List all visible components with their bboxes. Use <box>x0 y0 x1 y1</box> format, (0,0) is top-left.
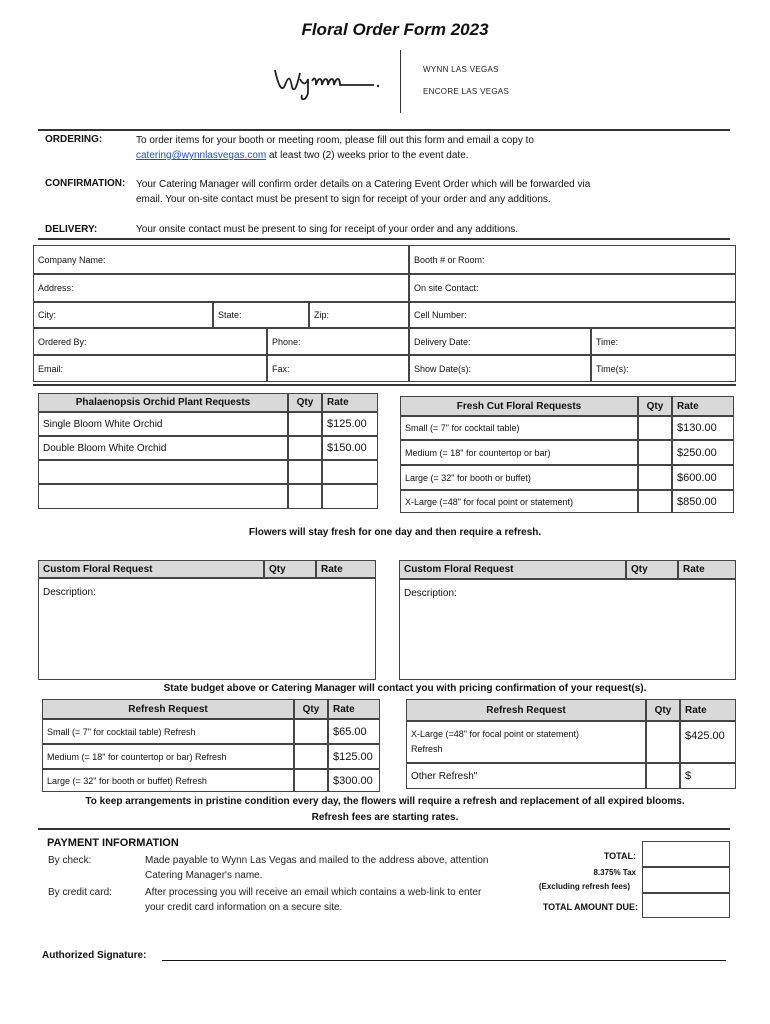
refresh-left-qty: Qty <box>294 699 328 719</box>
card-line-2: your credit card information on a secure site. <box>145 902 343 913</box>
refresh-left-rate: Rate <box>328 699 380 719</box>
orchid-row-qty-input[interactable] <box>288 460 322 484</box>
ordering-label: ORDERING: <box>45 134 103 145</box>
delivery-rule <box>38 238 730 240</box>
logo-line-encore: ENCORE LAS VEGAS <box>423 87 510 96</box>
times-field[interactable]: Time(s): <box>591 355 736 382</box>
check-line-1: Made payable to Wynn Las Vegas and mailed to the address above, attention <box>145 855 489 866</box>
company-name-field[interactable]: Company Name: <box>33 245 409 274</box>
refresh-other-rate: $ <box>680 763 736 789</box>
orchid-row-qty-input[interactable] <box>288 436 322 460</box>
tax-input[interactable] <box>642 867 730 893</box>
refresh-row-rate: $300.00 <box>328 769 380 792</box>
fresh-row-rate: $130.00 <box>672 416 734 440</box>
orchid-empty-rate <box>322 460 378 484</box>
address-field[interactable]: Address: <box>33 274 409 302</box>
refresh-right-header: Refresh Request <box>406 699 646 721</box>
wynn-signature-logo <box>270 55 385 105</box>
orchid-empty-rate <box>322 484 378 509</box>
orchid-table-header: Phalaenopsis Orchid Plant Requests <box>38 393 288 412</box>
budget-note: State budget above or Catering Manager will contact you with pricing confirmation of your request(s). <box>163 683 647 694</box>
top-rule <box>38 129 730 131</box>
by-card-text <box>145 885 515 915</box>
catering-email-link[interactable]: catering@wynnlasvegas.com <box>136 150 267 161</box>
refresh-row-qty-input[interactable] <box>646 763 680 789</box>
total-input[interactable] <box>642 841 730 867</box>
tax-note: (Excluding refresh fees) <box>538 882 630 891</box>
orchid-rate-header: Rate <box>322 393 378 412</box>
confirmation-line-1: Your Catering Manager will confirm order details on a Catering Event Order which will be forwarded via <box>136 179 591 190</box>
total-label: TOTAL: <box>603 851 636 861</box>
fresh-note: Flowers will stay fresh for one day and then require a refresh. <box>248 527 542 538</box>
booth-room-field[interactable]: Booth # or Room: <box>409 245 736 274</box>
fresh-qty-header: Qty <box>638 396 672 416</box>
refresh-other-item: Other Refresh" <box>406 763 646 789</box>
custom-left-description[interactable]: Description: <box>38 578 376 680</box>
fresh-row-item: Medium (= 18" for countertop or bar) <box>400 440 638 465</box>
refresh-row-item: Small (= 7" for cocktail table) Refresh <box>42 719 294 744</box>
zip-field[interactable]: Zip: <box>309 302 409 328</box>
delivery-date-field[interactable]: Delivery Date: <box>409 328 591 355</box>
orchid-row-rate: $125.00 <box>322 412 378 436</box>
refresh-row-qty-input[interactable] <box>294 769 328 792</box>
tax-label: 8.375% Tax <box>593 868 636 877</box>
signature-line[interactable] <box>162 960 726 961</box>
refresh-right-rate: Rate <box>680 699 736 721</box>
fresh-row-rate: $850.00 <box>672 490 734 513</box>
show-dates-field[interactable]: Show Date(s): <box>409 355 591 382</box>
fresh-rate-header: Rate <box>672 396 734 416</box>
fresh-row-item: Large (= 32" for booth or buffet) <box>400 465 638 490</box>
logo-divider <box>400 50 401 113</box>
fresh-row-qty-input[interactable] <box>638 490 672 513</box>
confirmation-text <box>136 177 736 207</box>
refresh-xlarge-line-2: Refresh <box>411 744 443 754</box>
refresh-row-item: Large (= 32" for booth or buffet) Refresh <box>42 769 294 792</box>
total-due-label: TOTAL AMOUNT DUE: <box>542 902 638 912</box>
cell-number-field[interactable]: Cell Number: <box>409 302 736 328</box>
fresh-row-rate: $600.00 <box>672 465 734 490</box>
state-field[interactable]: State: <box>213 302 309 328</box>
custom-right-header: Custom Floral Request <box>399 560 626 579</box>
custom-right-description[interactable]: Description: <box>399 579 736 680</box>
phone-field[interactable]: Phone: <box>267 328 409 355</box>
by-check-label: By check: <box>48 855 92 866</box>
refresh-row-qty-input[interactable] <box>294 744 328 769</box>
signature-label: Authorized Signature: <box>42 950 147 961</box>
refresh-row-qty-input[interactable] <box>294 719 328 744</box>
delivery-label: DELIVERY: <box>45 224 98 235</box>
custom-right-rate: Rate <box>678 560 736 579</box>
city-field[interactable]: City: <box>33 302 213 328</box>
refresh-right-qty: Qty <box>646 699 680 721</box>
orchid-row-qty-input[interactable] <box>288 412 322 436</box>
custom-left-qty: Qty <box>264 560 316 578</box>
page-title: Floral Order Form 2023 <box>301 20 489 39</box>
orchid-qty-header: Qty <box>288 393 322 412</box>
orchid-empty-row <box>38 484 288 509</box>
ordering-text-1: To order items for your booth or meeting room, please fill out this form and email a copy to <box>136 135 534 146</box>
fresh-row-rate: $250.00 <box>672 440 734 465</box>
confirmation-line-2: email. Your on-site contact must be present to sign for receipt of your order and any additions. <box>136 194 551 205</box>
orchid-empty-row <box>38 460 288 484</box>
total-due-input[interactable] <box>642 893 730 918</box>
orchid-row-qty-input[interactable] <box>288 484 322 509</box>
delivery-text: Your onsite contact must be present to sing for receipt of your order and any additions. <box>136 224 519 235</box>
by-card-label: By credit card: <box>48 887 112 898</box>
refresh-note-2: Refresh fees are starting rates. <box>311 812 459 823</box>
by-check-text <box>145 853 515 883</box>
payment-rule <box>38 828 730 830</box>
fresh-row-item: Small (= 7" for cocktail table) <box>400 416 638 440</box>
confirmation-label: CONFIRMATION: <box>45 178 126 189</box>
fresh-row-qty-input[interactable] <box>638 416 672 440</box>
orchid-row-rate: $150.00 <box>322 436 378 460</box>
ordered-by-field[interactable]: Ordered By: <box>33 328 267 355</box>
custom-left-header: Custom Floral Request <box>38 560 264 578</box>
refresh-row-rate: $125.00 <box>328 744 380 769</box>
fresh-row-item: X-Large (=48" for focal point or statement) <box>400 490 638 513</box>
email-field[interactable]: Email: <box>33 355 267 382</box>
fax-field[interactable]: Fax: <box>267 355 409 382</box>
refresh-xlarge-rate: $425.00 <box>680 721 736 763</box>
refresh-left-header: Refresh Request <box>42 699 294 719</box>
refresh-row-rate: $65.00 <box>328 719 380 744</box>
custom-left-rate: Rate <box>316 560 376 578</box>
payment-heading: PAYMENT INFORMATION <box>47 837 179 849</box>
onsite-contact-field[interactable]: On site Contact: <box>409 274 736 302</box>
orchid-row-item: Double Bloom White Orchid <box>38 436 288 460</box>
logo-line-wynn: WYNN LAS VEGAS <box>423 65 499 74</box>
refresh-note-1: To keep arrangements in pristine condition every day, the flowers will require a refresh and replacement of all expired blooms. <box>85 796 685 807</box>
card-line-1: After processing you will receive an email which contains a web-link to enter <box>145 887 482 898</box>
info-bottom-rule <box>33 384 736 386</box>
time-field[interactable]: Time: <box>591 328 736 355</box>
check-line-2: Catering Manager's name. <box>145 870 263 881</box>
ordering-text-2: at least two (2) weeks prior to the event date. <box>266 150 469 161</box>
refresh-row-item: Medium (= 18" for countertop or bar) Refresh <box>42 744 294 769</box>
orchid-row-item: Single Bloom White Orchid <box>38 412 288 436</box>
refresh-right-row-xlarge <box>406 721 646 763</box>
fresh-table-header: Fresh Cut Floral Requests <box>400 396 638 416</box>
fresh-row-qty-input[interactable] <box>638 440 672 465</box>
custom-right-qty: Qty <box>626 560 678 579</box>
fresh-row-qty-input[interactable] <box>638 465 672 490</box>
refresh-xlarge-line-1: X-Large (=48" for focal point or statement) <box>411 729 580 739</box>
refresh-row-qty-input[interactable] <box>646 721 680 763</box>
ordering-text <box>136 133 696 163</box>
